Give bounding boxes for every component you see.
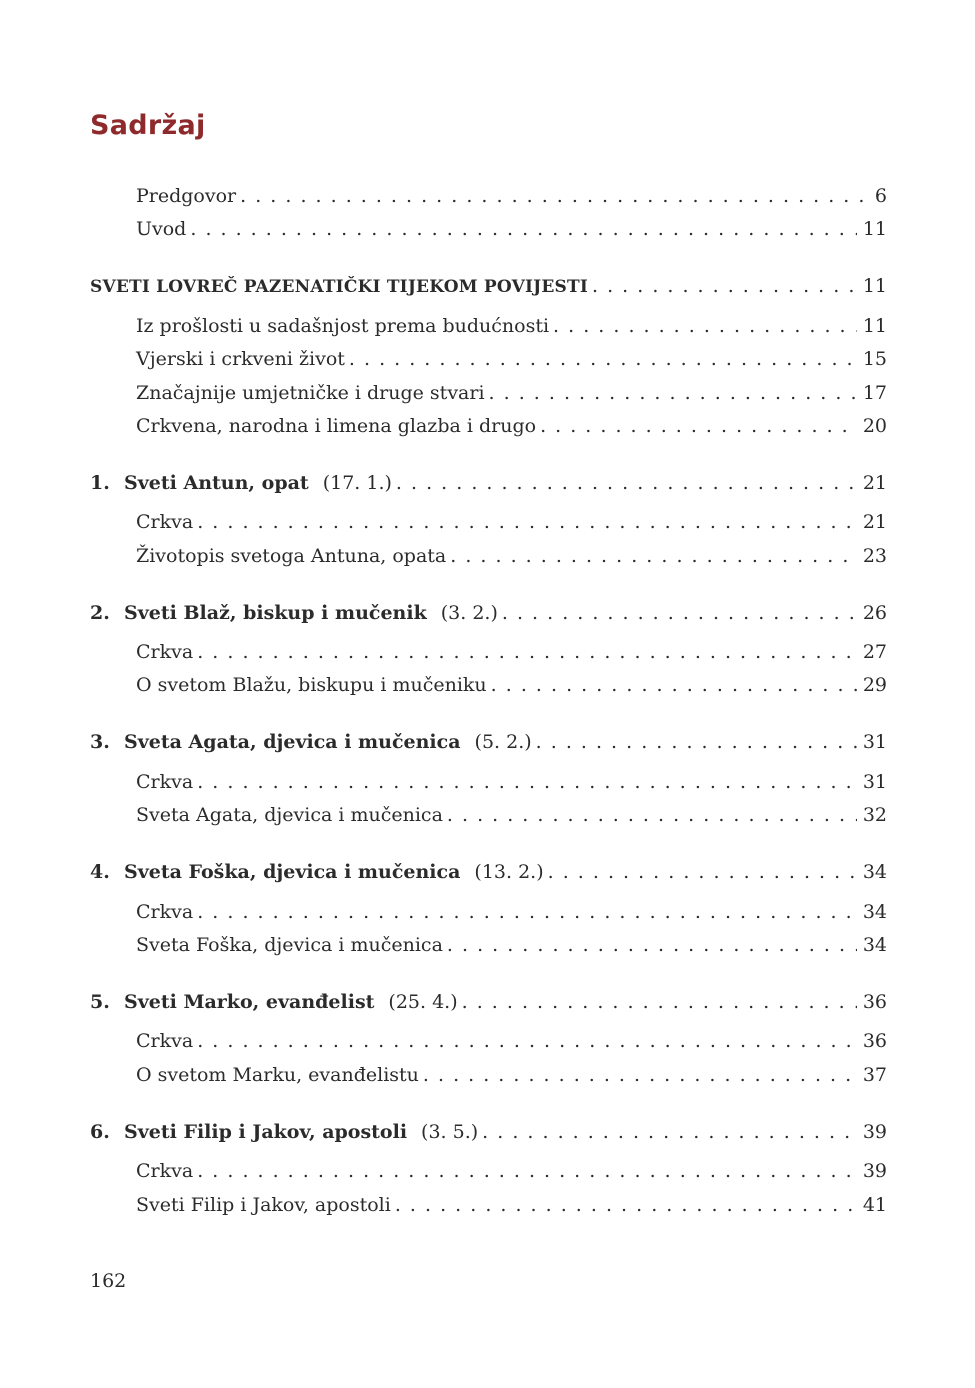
chapter-number: 1. [90, 472, 110, 494]
dot-leader [197, 899, 857, 925]
page-folio-number: 162 [90, 1270, 127, 1292]
toc-page-number: 17 [862, 382, 887, 404]
dot-leader [197, 1158, 857, 1184]
chapter-title: Sveti Filip i Jakov, apostoli [124, 1121, 408, 1143]
toc-page-number: 32 [862, 804, 887, 826]
toc-entry[interactable] [136, 380, 887, 406]
toc-entry-title: Vjerski i crkveni život [136, 348, 345, 370]
toc-page-number: 15 [862, 348, 887, 370]
toc-page-number: 37 [862, 1064, 887, 1086]
dot-leader [536, 729, 857, 755]
toc-entry-title: Crkva [136, 1030, 194, 1052]
toc-chapter-6[interactable] [90, 1119, 887, 1145]
dot-leader [240, 183, 863, 209]
feast-date: (3. 2.) [440, 602, 498, 624]
chapter-title: Sveta Agata, djevica i mučenica [124, 731, 461, 753]
dot-leader [423, 1062, 857, 1088]
toc-page-number: 21 [862, 472, 887, 494]
toc-entry-title: Crkva [136, 511, 194, 533]
toc-page-number: 31 [862, 731, 887, 753]
chapter-number: 3. [90, 731, 110, 753]
toc-page-number: 29 [862, 674, 887, 696]
chapter-title: Sveti Antun, opat [124, 472, 309, 494]
toc-entry[interactable] [136, 899, 887, 925]
chapter-title: Sveta Foška, djevica i mučenica [124, 861, 461, 883]
toc-page-number: 36 [862, 1030, 887, 1052]
feast-date: (17. 1.) [322, 472, 392, 494]
dot-leader [482, 1119, 857, 1145]
dot-leader [540, 413, 857, 439]
toc-chapter-5[interactable] [90, 989, 887, 1015]
toc-chapter-4[interactable] [90, 859, 887, 885]
dot-leader [447, 802, 857, 828]
toc-page-number: 11 [862, 218, 887, 240]
toc-page-number: 39 [862, 1121, 887, 1143]
dot-leader [197, 1028, 857, 1054]
chapter-title: Sveti Blaž, biskup i mučenik [124, 602, 427, 624]
toc-page-number: 11 [862, 275, 887, 297]
toc-page-number: 23 [862, 545, 887, 567]
page-title: Sadržaj [90, 110, 206, 141]
chapter-number: 6. [90, 1121, 110, 1143]
toc-entry[interactable] [136, 672, 887, 698]
toc-page-number: 20 [862, 415, 887, 437]
dot-leader [489, 380, 857, 406]
toc-entry-title: Crkva [136, 641, 194, 663]
dot-leader [548, 859, 857, 885]
toc-entry[interactable] [136, 543, 887, 569]
toc-page-number: 27 [862, 641, 887, 663]
dot-leader [491, 672, 857, 698]
toc-page-number: 39 [862, 1160, 887, 1182]
toc-entry-title: Iz prošlosti u sadašnjost prema budućnosti [136, 315, 550, 337]
dot-leader [395, 1192, 857, 1218]
toc-entry[interactable] [136, 346, 887, 372]
feast-date: (3. 5.) [421, 1121, 479, 1143]
chapter-number: 4. [90, 861, 110, 883]
toc-page-number: 21 [862, 511, 887, 533]
chapter-number: 5. [90, 991, 110, 1013]
dot-leader [462, 989, 857, 1015]
toc-entry[interactable] [136, 1028, 887, 1054]
feast-date: (5. 2.) [474, 731, 532, 753]
toc-entry-title: Crkva [136, 901, 194, 923]
dot-leader [450, 543, 857, 569]
toc-page-number: 26 [862, 602, 887, 624]
toc-section-history[interactable] [90, 273, 887, 299]
toc-entry[interactable] [136, 313, 887, 339]
toc-chapter-1[interactable] [90, 470, 887, 496]
feast-date: (25. 4.) [388, 991, 458, 1013]
toc-page-number: 36 [862, 991, 887, 1013]
toc-entry-title: Životopis svetoga Antuna, opata [136, 545, 447, 567]
dot-leader [592, 273, 857, 299]
dot-leader [197, 639, 857, 665]
toc-entry[interactable] [136, 639, 887, 665]
chapter-number: 2. [90, 602, 110, 624]
toc-page-number: 6 [874, 185, 887, 207]
toc-entry-title: Sveta Foška, djevica i mučenica [136, 934, 443, 956]
toc-chapter-2[interactable] [90, 600, 887, 626]
toc-section-title: SVETI LOVREČ PAZENATIČKI TIJEKOM POVIJESTI [90, 277, 588, 297]
toc-entry-title: Uvod [136, 218, 187, 240]
toc-entry-title: O svetom Blažu, biskupu i mučeniku [136, 674, 487, 696]
toc-page-number: 34 [862, 934, 887, 956]
toc-entry-title: Značajnije umjetničke i druge stvari [136, 382, 485, 404]
toc-entry-title: Sveta Agata, djevica i mučenica [136, 804, 443, 826]
toc-page-number: 11 [862, 315, 887, 337]
toc-page-number: 34 [862, 861, 887, 883]
dot-leader [447, 932, 857, 958]
chapter-title: Sveti Marko, evanđelist [124, 991, 375, 1013]
dot-leader [396, 470, 857, 496]
toc-entry[interactable] [136, 769, 887, 795]
toc-entry[interactable] [136, 932, 887, 958]
toc-entry[interactable] [136, 1158, 887, 1184]
toc-entry-title: Crkvena, narodna i limena glazba i drugo [136, 415, 537, 437]
toc-page-number: 41 [862, 1194, 887, 1216]
toc-entry-title: Crkva [136, 1160, 194, 1182]
feast-date: (13. 2.) [474, 861, 544, 883]
toc-page-number: 31 [862, 771, 887, 793]
toc-entry-title: Crkva [136, 771, 194, 793]
toc-entry[interactable] [136, 1062, 887, 1088]
toc-entry[interactable] [136, 509, 887, 535]
dot-leader [190, 216, 856, 242]
toc-entry-title: Predgovor [136, 185, 237, 207]
toc-page-number: 34 [862, 901, 887, 923]
toc-entry-predgovor[interactable] [136, 183, 887, 209]
toc-chapter-3[interactable] [90, 729, 887, 755]
dot-leader [197, 509, 857, 535]
dot-leader [197, 769, 857, 795]
toc-entry[interactable] [136, 413, 887, 439]
toc-entry[interactable] [136, 1192, 887, 1218]
dot-leader [349, 346, 857, 372]
dot-leader [502, 600, 857, 626]
toc-entry-title: Sveti Filip i Jakov, apostoli [136, 1194, 391, 1216]
dot-leader [553, 313, 857, 339]
toc-entry[interactable] [136, 802, 887, 828]
toc-entry-uvod[interactable] [136, 216, 887, 242]
toc-entry-title: O svetom Marku, evanđelistu [136, 1064, 419, 1086]
